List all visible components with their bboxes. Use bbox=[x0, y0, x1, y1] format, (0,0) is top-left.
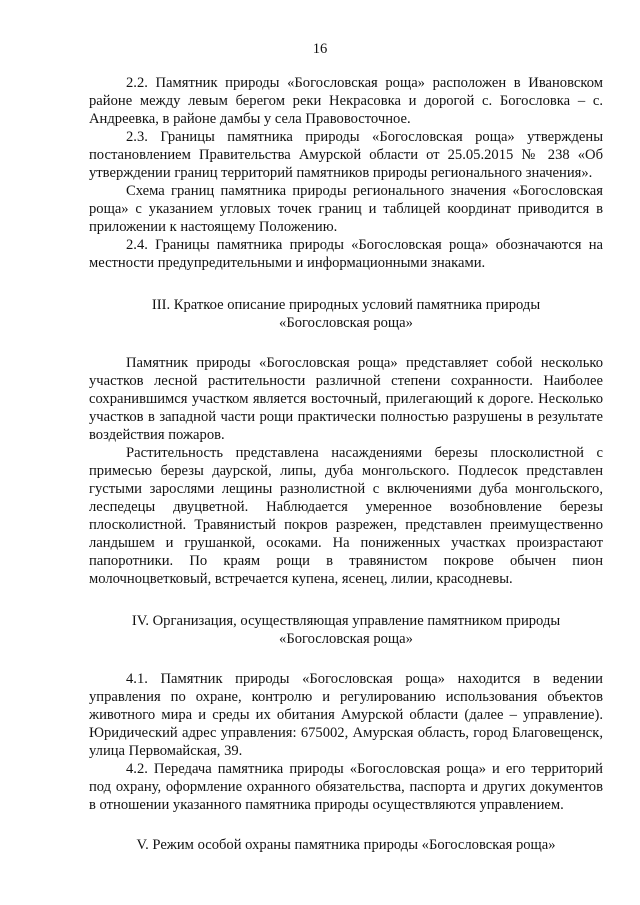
paragraph-4-1: 4.1. Памятник природы «Богословская роща» находится в ведении управления по охране, контролю и регулированию использования объектов животного мира и среды их обитания Амурской области (далее – управление). Юридический адрес управления: 675002, Амурская область, город Благовещенск, улица Первомайская, 39. bbox=[89, 671, 603, 759]
paragraph-3-description: Памятник природы «Богословская роща» представляет собой несколько участков лесной растительности различной степени сохранности. Наиболее сохранившимся участком является восточный, прилегающий к дороге. Несколько участков в западной части рощи практически полностью разрушены в результате воздействия пожаров. bbox=[89, 355, 603, 443]
section-2-continued bbox=[89, 74, 603, 272]
document-body bbox=[89, 74, 603, 854]
section-4-heading-line2: «Богословская роща» bbox=[279, 631, 413, 647]
paragraph-2-2: 2.2. Памятник природы «Богословская роща» расположен в Ивановском районе между левым берегом реки Некрасовка и дорогой с. Богословка – с. Андреевка, в районе дамбы у села Правовосточное. bbox=[89, 75, 603, 127]
section-5-heading bbox=[89, 836, 603, 854]
page-number: 16 bbox=[312, 41, 328, 57]
paragraph-2-4: 2.4. Границы памятника природы «Богословская роща» обозначаются на местности предупредительными и информационными знаками. bbox=[89, 237, 603, 271]
section-5-heading-line1: V. Режим особой охраны памятника природы «Богословская роща» bbox=[136, 837, 556, 853]
section-3-heading-line2: «Богословская роща» bbox=[279, 315, 413, 331]
section-3-heading bbox=[89, 296, 603, 332]
section-4-heading bbox=[89, 612, 603, 648]
paragraph-2-3: 2.3. Границы памятника природы «Богословская роща» утверждены постановлением Правительства Амурской области от 25.05.2015 № 238 «Об утверждении границ территорий памятников природы регионального значения». bbox=[89, 129, 603, 181]
section-3-body bbox=[89, 354, 603, 588]
paragraph-scheme: Схема границ памятника природы регионального значения «Богословская роща» с указанием угловых точек границ и таблицей координат приводится в приложении к настоящему Положению. bbox=[89, 183, 603, 235]
paragraph-3-vegetation: Растительность представлена насаждениями березы плосколистной с примесью березы даурской, липы, дуба монгольского. Подлесок представлен густыми зарослями лещины разнолистной с включениями дуба монгольского, леспедецы двуцветной. Наблюдается умеренное возобновление березы плосколистной. Травянистый покров разрежен, представлен преимущественно ландышем и грушанкой, осоками. На пониженных участках произрастают папоротники. По краям рощи в травянистом покрове обычен пион молочноцветковый, встречается купена, ясенец, лилии, красодневы. bbox=[89, 445, 603, 587]
section-4-heading-line1: IV. Организация, осуществляющая управление памятником природы bbox=[131, 613, 561, 629]
section-4-body bbox=[89, 670, 603, 814]
section-3-heading-line1: III. Краткое описание природных условий памятника природы bbox=[151, 297, 541, 313]
paragraph-4-2: 4.2. Передача памятника природы «Богословская роща» и его территорий под охрану, оформление охранного обязательства, паспорта и других документов в отношении указанного памятника природы осуществляются управлением. bbox=[89, 761, 603, 813]
